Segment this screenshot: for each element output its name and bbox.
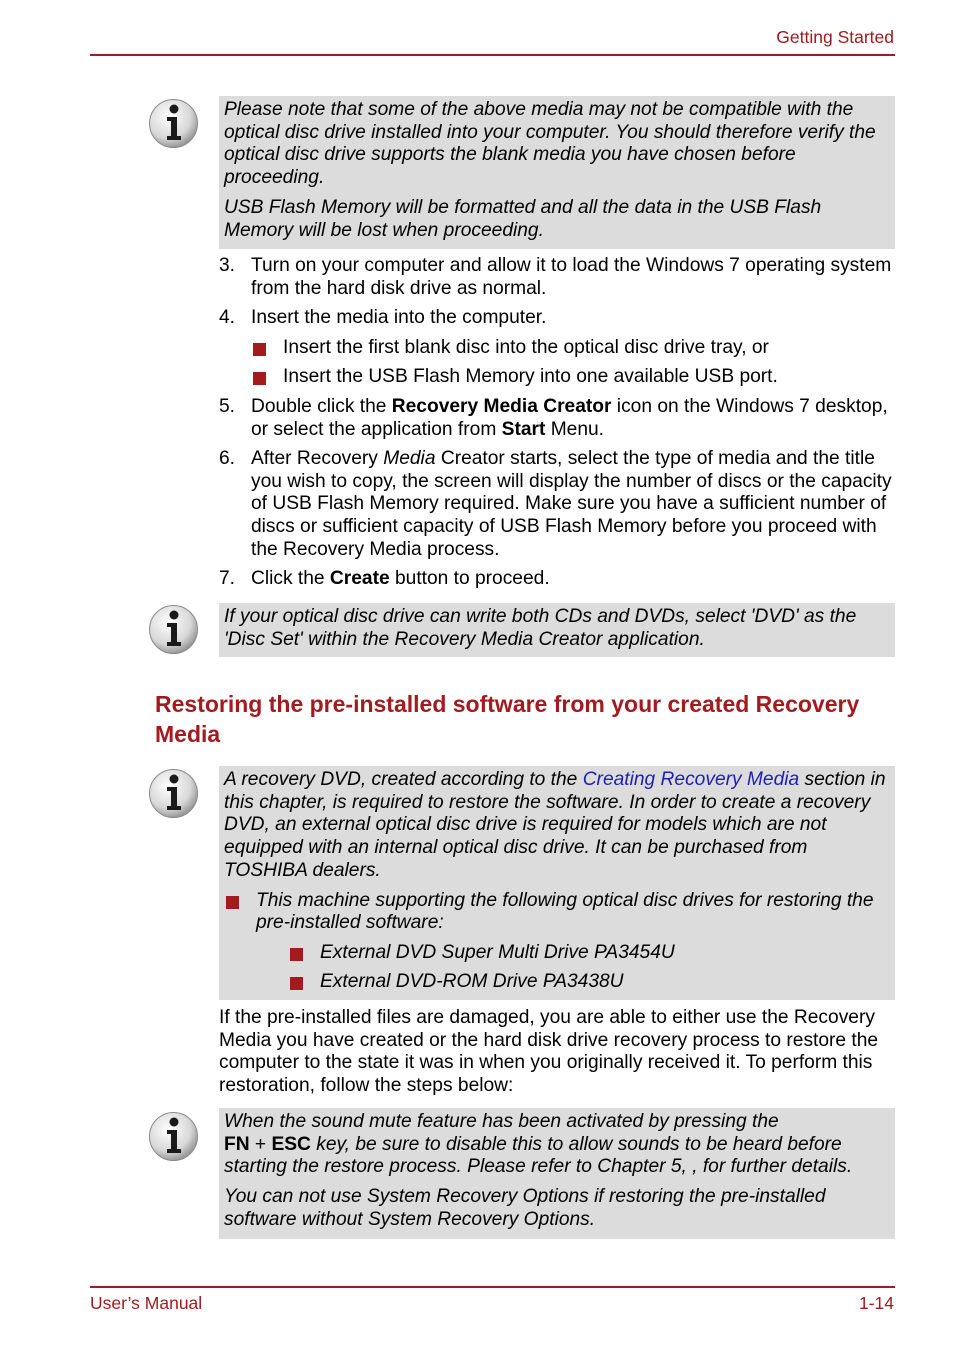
step-4 [219, 307, 895, 330]
info-icon [148, 98, 199, 149]
section-heading: Restoring the pre-installed software from your created Recovery Media [155, 691, 860, 747]
list-item-text: External DVD Super Multi Drive PA3454U [320, 941, 675, 963]
info-icon [148, 1111, 199, 1162]
note-media-compatibility [219, 96, 895, 249]
list-item [251, 337, 895, 360]
note-text: Please note that some of the above media may not be compatible with the optical disc drive installed into your computer. You should therefore verify the optical disc drive supports the blank media you have chosen before proceeding. [224, 99, 876, 189]
footer-title: User’s Manual [90, 1293, 203, 1313]
step-text: Turn on your computer and allow it to load the Windows 7 operating system from the hard disk drive as normal. [251, 255, 892, 299]
step-5 [219, 396, 895, 441]
list-item [224, 971, 889, 994]
square-bullet-icon [253, 372, 266, 385]
note-recovery-dvd [219, 766, 895, 1000]
square-bullet-icon [290, 948, 303, 961]
list-item-text: Insert the first blank disc into the optical disc drive tray, or [283, 337, 769, 358]
step-3 [219, 255, 895, 300]
start-menu-label: Start [501, 418, 546, 440]
note-text: If your optical disc drive can write both CDs and DVDs, select 'DVD' as the 'Disc Set' within the Recovery Media Creator application. [224, 606, 857, 650]
step-number: 5. [219, 396, 236, 417]
step-text: Insert the media into the computer. [251, 307, 547, 328]
step-text: After Recovery Media Creator starts, select the type of media and the title you wish to copy, the screen will display the number of discs or the capacity of USB Flash Memory required. Make sure you have a sufficient number of discs or sufficient capacity of USB Flash Memory before you proceed with the Recovery Media process. [251, 448, 892, 560]
step-text: Click the Create button to proceed. [251, 568, 550, 589]
note-sound-mute [219, 1108, 895, 1239]
step-number: 7. [219, 568, 236, 589]
list-item-text: External DVD-ROM Drive PA3438U [320, 970, 624, 992]
step-6 [219, 448, 895, 562]
list-item [224, 890, 889, 935]
square-bullet-icon [226, 896, 239, 909]
square-bullet-icon [290, 977, 303, 990]
page-number: 1-14 [858, 1293, 894, 1313]
note-disc-set [219, 603, 895, 657]
running-header: Getting Started [776, 27, 894, 47]
step-7 [219, 568, 895, 591]
note-text: USB Flash Memory will be formatted and all the data in the USB Flash Memory will be lost when proceeding. [224, 196, 822, 241]
body-paragraph: If the pre-installed files are damaged, you are able to either use the Recovery Media you have created or the hard disk drive recovery process to restore the computer to the state it was in when you originally received it. To perform this restoration, follow the steps below: [219, 1007, 879, 1097]
list-item [251, 366, 895, 389]
create-button-label: Create [329, 568, 390, 589]
step-number: 3. [219, 255, 236, 276]
step-number: 4. [219, 307, 236, 328]
step-text: Double click the Recovery Media Creator icon on the Windows 7 desktop, or select the application from Start Menu. [251, 396, 888, 440]
footer-rule [90, 1286, 895, 1288]
square-bullet-icon [253, 343, 266, 356]
step-number: 6. [219, 448, 236, 469]
header-rule [90, 54, 895, 56]
creating-recovery-media-link[interactable]: Creating Recovery Media [582, 769, 800, 790]
fn-key-label: FN [224, 1133, 250, 1155]
esc-key-label: ESC [271, 1133, 311, 1155]
note-text: A recovery DVD, created according to the Creating Recovery Media section in this chapter, is required to restore the software. In order to create a recovery DVD, an external optical disc drive is required for models which are not equipped with an internal optical disc drive. It can be purchased from TOSHIBA dealers. [224, 769, 886, 881]
list-item [224, 942, 889, 965]
recovery-media-creator-label: Recovery Media Creator [391, 396, 612, 417]
list-item-text: Insert the USB Flash Memory into one available USB port. [283, 366, 778, 387]
note-text: You can not use System Recovery Options if restoring the pre-installed software without System Recovery Options. [224, 1186, 826, 1230]
info-icon [148, 768, 199, 819]
info-icon [148, 604, 199, 655]
note-text: When the sound mute feature has been activated by pressing the FN + ESC key, be sure to disable this to allow sounds to be heard before starting the restore process. Please refer to Chapter 5, , for further details. [224, 1111, 853, 1178]
list-item-text: This machine supporting the following optical disc drives for restoring the pre-installed software: [256, 889, 874, 934]
